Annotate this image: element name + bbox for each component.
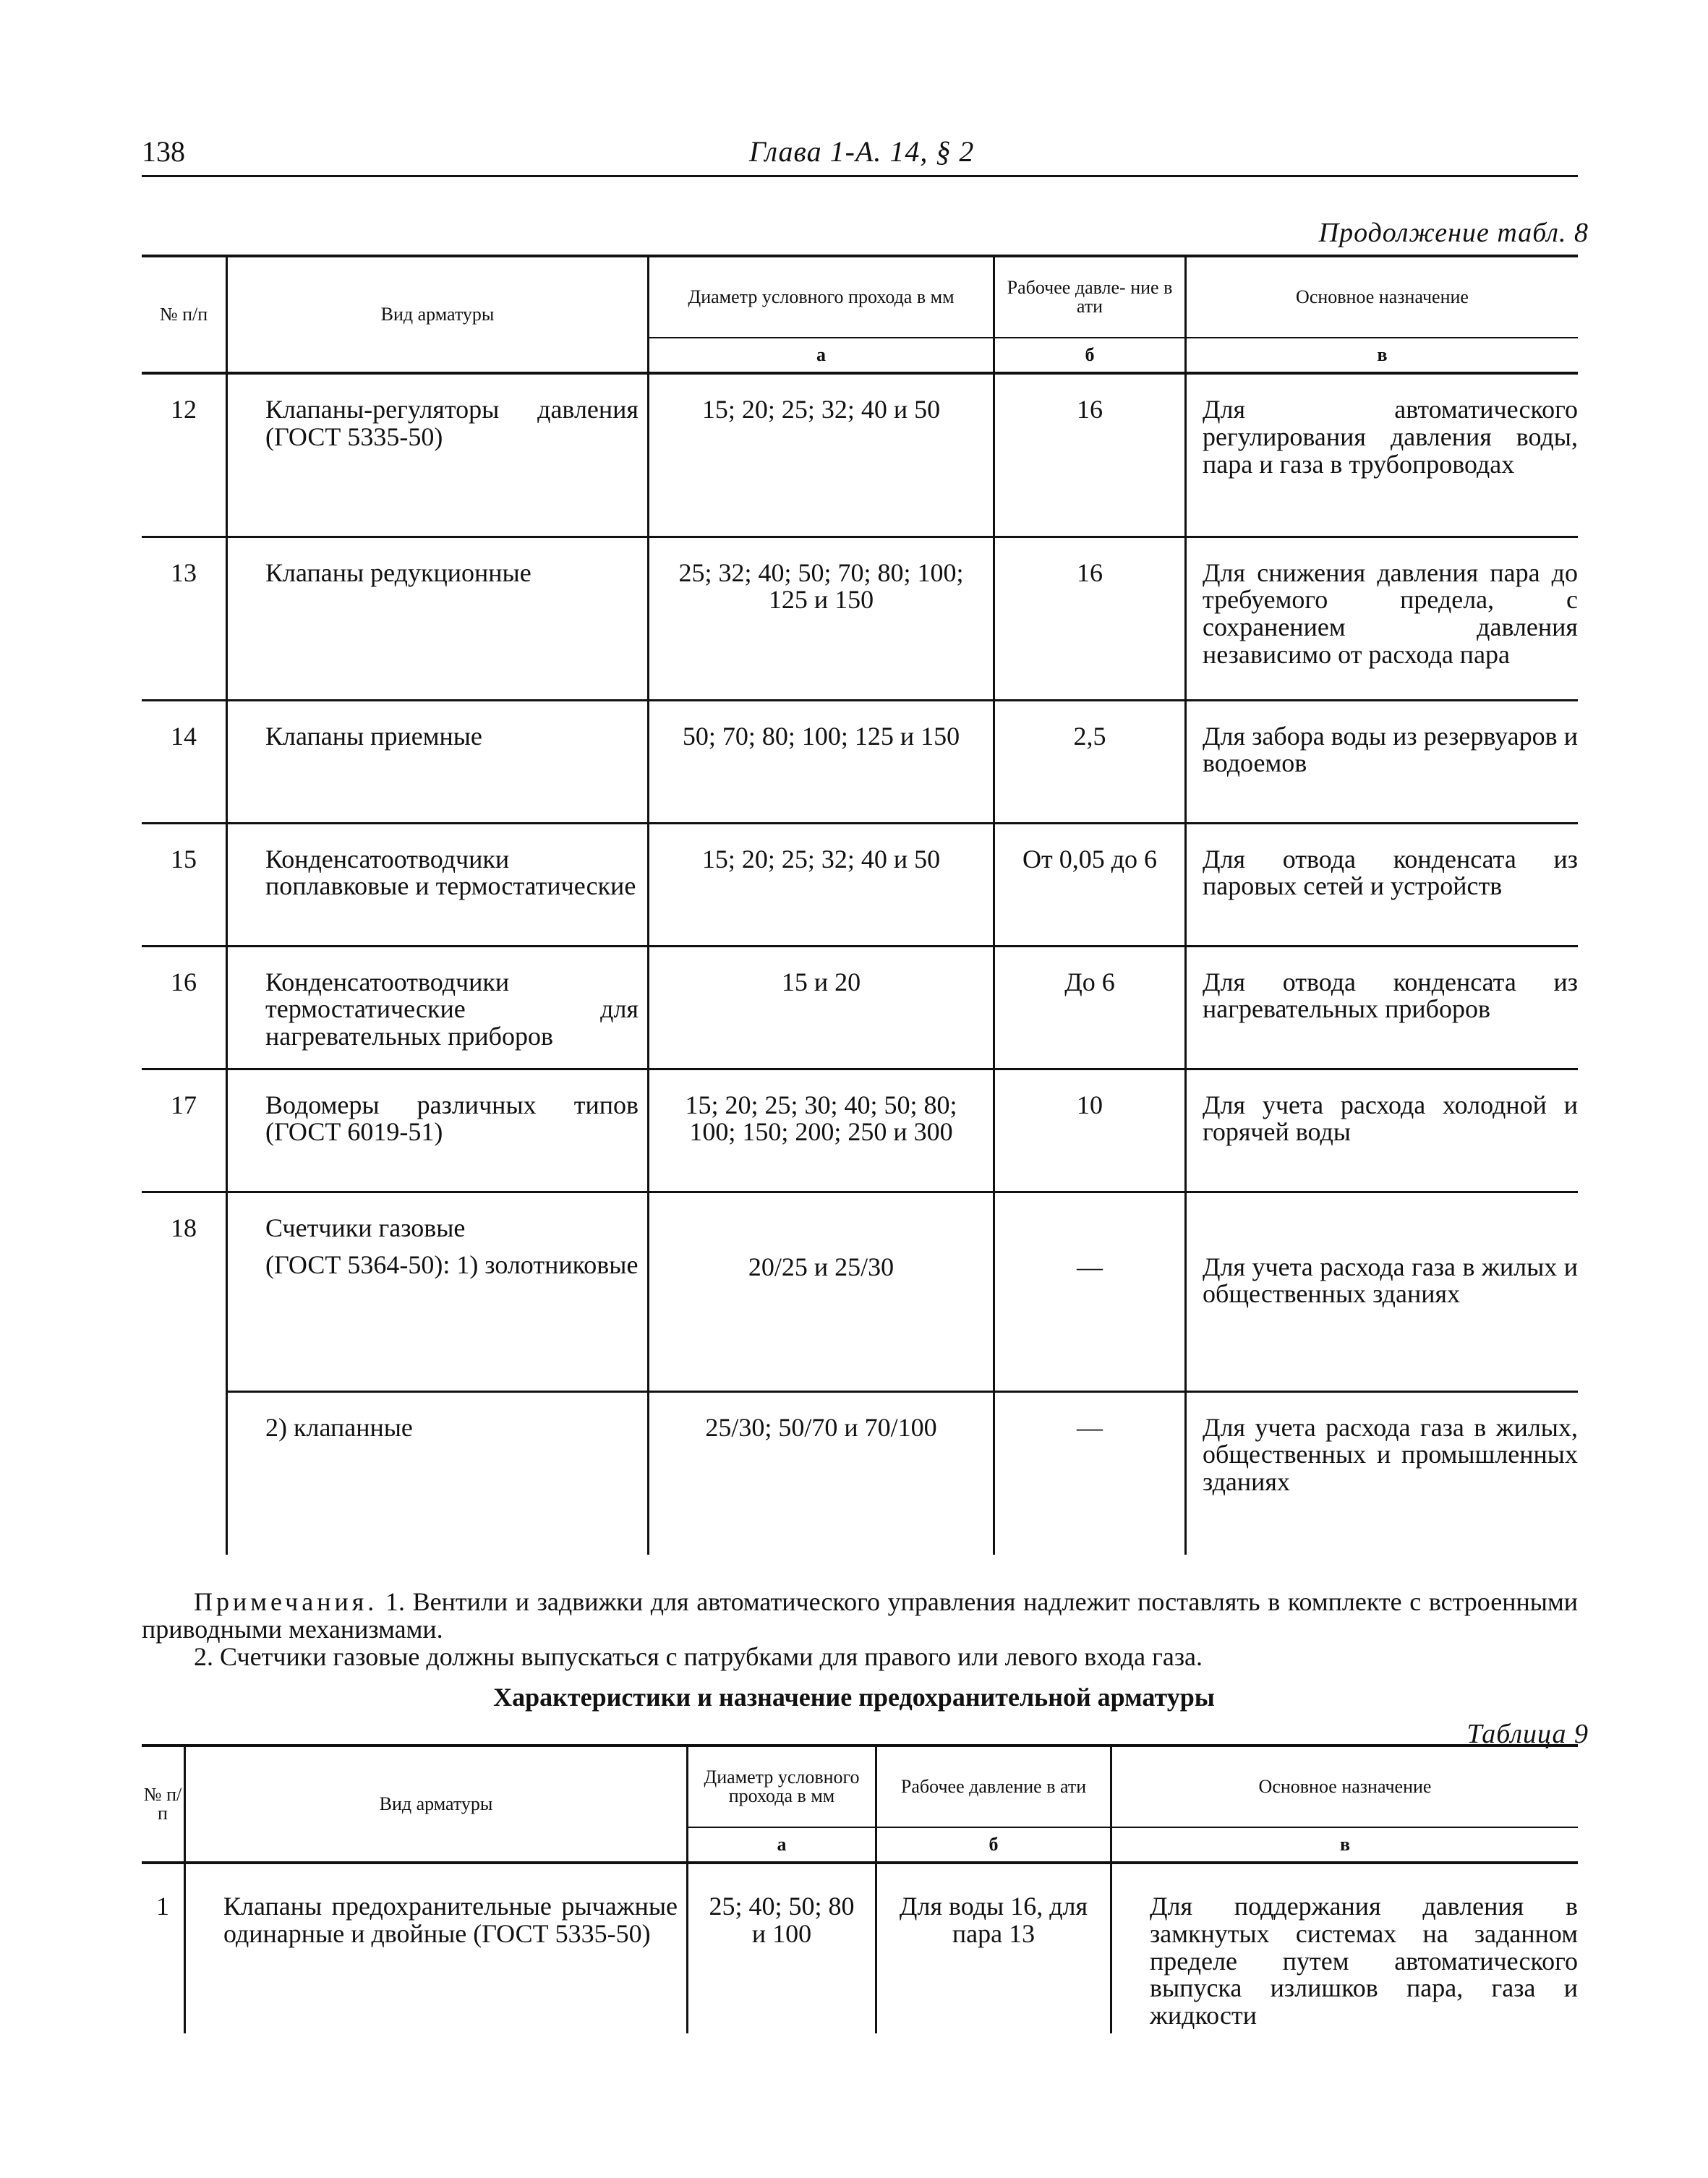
- table-row: [142, 1391, 1578, 1555]
- note-1-text: 1. Вентили и задвижки для автоматического управления надлежит поставлять в комплекте с встроенными приводными механизмами.: [142, 1587, 1578, 1644]
- cell-kind: Конденсатоотводчики термостатические для нагревательных приборов: [227, 946, 649, 1069]
- cell-purpose: Для снижения давления пара до требуемого предела, с сохранением давления независимо от расхода пара: [1186, 537, 1579, 700]
- cell-purpose: Для отвода конденсата из нагревательных приборов: [1186, 946, 1579, 1069]
- header-pressure: Рабочее давление в ати: [876, 1746, 1111, 1827]
- cell-pressure: До 6: [994, 946, 1186, 1069]
- table-9-label: Таблица 9: [1466, 1719, 1589, 1749]
- subheader-a: а: [688, 1827, 876, 1863]
- cell-pressure: 10: [994, 1069, 1186, 1192]
- subheader-a: а: [649, 338, 994, 373]
- cell-pressure: 2,5: [994, 700, 1186, 823]
- table-9-title: Характеристики и назначение предохранительной арматуры: [493, 1683, 1215, 1712]
- cell-diameter: 25/30; 50/70 и 70/100: [649, 1391, 994, 1555]
- header-pressure: Рабочее давле- ние в ати: [994, 256, 1186, 338]
- cell-kind: Клапаны-регуляторы давления (ГОСТ 5335-50): [227, 373, 649, 537]
- cell-purpose: Для учета расхода газа в жилых, общественных и промышленных зданиях: [1186, 1391, 1579, 1555]
- subheader-b: б: [876, 1827, 1111, 1863]
- cell-kind: 2) клапанные: [227, 1391, 649, 1555]
- subheader-v: в: [1186, 338, 1579, 373]
- table-9: [142, 1744, 1578, 2033]
- header-num: № п/п: [159, 304, 208, 325]
- header-purpose: Основное назначение: [1111, 1746, 1579, 1827]
- table-row: [142, 373, 1578, 537]
- cell-diameter: 25; 40; 50; 80 и 100: [688, 1863, 876, 2033]
- cell-purpose: Для учета расхода газа в жилых и общественных зданиях: [1186, 1192, 1579, 1391]
- header-diameter: Диаметр условного прохода в мм: [688, 1746, 876, 1827]
- cell-diameter: 20/25 и 25/30: [649, 1192, 994, 1391]
- cell-purpose: Для учета расхода холодной и горячей воды: [1186, 1069, 1579, 1192]
- cell-purpose: Для поддержания давления в замкнутых системах на заданном пределе путем автоматического выпуска излишков пара, газа и жидкости: [1111, 1863, 1579, 2033]
- table-row: [142, 823, 1578, 946]
- cell-kind: Клапаны редукционные: [227, 537, 649, 700]
- cell-diameter: 50; 70; 80; 100; 125 и 150: [649, 700, 994, 823]
- cell-num: 12: [142, 373, 227, 537]
- table-row: [142, 537, 1578, 700]
- cell-diameter: 15 и 20: [649, 946, 994, 1069]
- table-notes: [142, 1588, 1578, 1670]
- header-diameter: Диаметр условного прохода в мм: [649, 256, 994, 338]
- cell-purpose: Для забора воды из резервуаров и водоемов: [1186, 700, 1579, 823]
- table-8: [142, 255, 1578, 1555]
- cell-pressure: —: [994, 1391, 1186, 1555]
- cell-kind: Клапаны предохранительные рычажные одинарные и двойные (ГОСТ 5335-50): [185, 1863, 688, 2033]
- page-number: 138: [142, 135, 185, 168]
- cell-diameter: 15; 20; 25; 32; 40 и 50: [649, 373, 994, 537]
- cell-num: 16: [142, 946, 227, 1069]
- chapter-title: Глава 1-А. 14, § 2: [749, 135, 975, 168]
- table-header-row: [142, 256, 1578, 338]
- table-row: [142, 1863, 1578, 2033]
- header-kind: Вид арматуры: [227, 256, 649, 373]
- cell-num: 18: [142, 1192, 227, 1555]
- cell-pressure: —: [994, 1192, 1186, 1391]
- table-row: [142, 1069, 1578, 1192]
- note-2: 2. Счетчики газовые должны выпускаться с патрубками для правого или левого входа газа.: [194, 1642, 1203, 1672]
- subheader-b: б: [994, 338, 1186, 373]
- cell-num: 14: [142, 700, 227, 823]
- cell-kind: Конденсатоотводчики поплавковые и термостатические: [227, 823, 649, 946]
- subheader-v: в: [1111, 1827, 1579, 1863]
- cell-purpose: Для отвода конденсата из паровых сетей и устройств: [1186, 823, 1579, 946]
- cell-num: 17: [142, 1069, 227, 1192]
- cell-kind-sub: (ГОСТ 5364-50): 1) золотниковые: [265, 1250, 639, 1280]
- table-row: [142, 946, 1578, 1069]
- table-continuation-label: Продолжение табл. 8: [1318, 218, 1589, 248]
- table-row: [142, 700, 1578, 823]
- header-purpose: Основное назначение: [1186, 256, 1579, 338]
- notes-label: Примечания.: [194, 1587, 378, 1616]
- cell-diameter: 15; 20; 25; 30; 40; 50; 80; 100; 150; 200; 250 и 300: [649, 1069, 994, 1192]
- cell-kind: [227, 1192, 649, 1391]
- cell-num: 1: [142, 1863, 185, 2033]
- cell-kind-title: Счетчики газовые: [265, 1213, 466, 1242]
- cell-num: 15: [142, 823, 227, 946]
- table-row: [142, 1192, 1578, 1391]
- header-num: № п/п: [143, 1784, 182, 1824]
- header-kind: Вид арматуры: [185, 1746, 688, 1863]
- cell-kind: Водомеры различных типов (ГОСТ 6019-51): [227, 1069, 649, 1192]
- cell-diameter: 25; 32; 40; 50; 70; 80; 100; 125 и 150: [649, 537, 994, 700]
- cell-diameter: 15; 20; 25; 32; 40 и 50: [649, 823, 994, 946]
- cell-pressure: От 0,05 до 6: [994, 823, 1186, 946]
- cell-kind: Клапаны приемные: [227, 700, 649, 823]
- cell-pressure: 16: [994, 537, 1186, 700]
- table-header-row: [142, 1746, 1578, 1827]
- header-rule: [142, 175, 1578, 177]
- cell-purpose: Для автоматического регулирования давления воды, пара и газа в трубопроводах: [1186, 373, 1579, 537]
- note-1: [142, 1588, 1578, 1643]
- cell-pressure: Для воды 16, для пара 13: [876, 1863, 1111, 2033]
- cell-num: 13: [142, 537, 227, 700]
- cell-pressure: 16: [994, 373, 1186, 537]
